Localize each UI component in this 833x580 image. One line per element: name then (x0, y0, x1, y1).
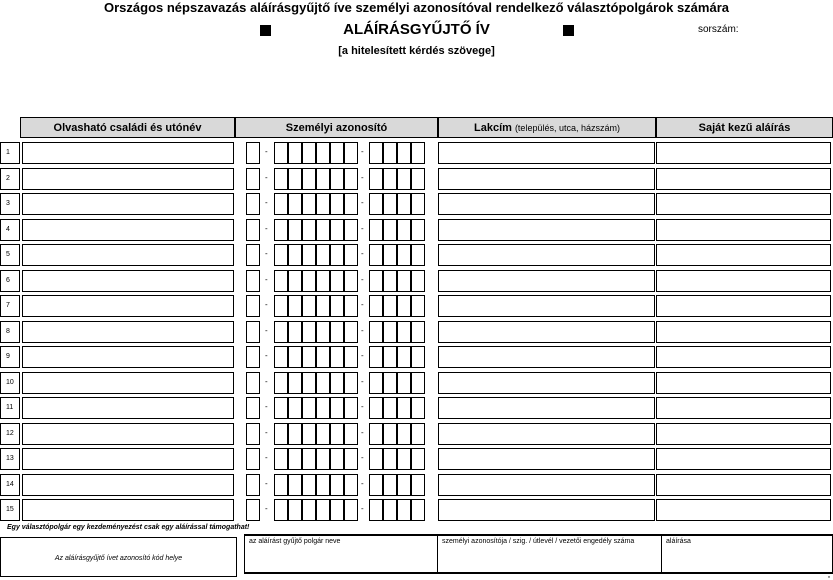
id-digit-box[interactable] (397, 142, 411, 164)
id-digit-box[interactable] (397, 474, 411, 496)
header-id-label: Személyi azonosító (285, 121, 388, 134)
id-digit-box[interactable] (411, 193, 425, 215)
row-number: 2 (0, 168, 20, 190)
id-digit-box[interactable] (344, 474, 358, 496)
table-row (0, 397, 833, 419)
id-digit-box[interactable] (274, 295, 288, 317)
id-digit-box[interactable] (302, 270, 316, 292)
question-placeholder: [a hitelesített kérdés szövege] (338, 45, 495, 57)
id-digit-box[interactable] (411, 448, 425, 470)
id-digit-box[interactable] (274, 244, 288, 266)
id-digit-box[interactable] (316, 397, 330, 419)
id-separator: - (361, 300, 364, 309)
id-digit-box[interactable] (344, 321, 358, 343)
header-id (235, 117, 438, 138)
id-digit-box[interactable] (397, 193, 411, 215)
id-digit-box[interactable] (411, 295, 425, 317)
address-field[interactable] (438, 142, 655, 164)
row-number: 15 (0, 499, 20, 521)
id-digit-box[interactable] (369, 397, 383, 419)
header-address (438, 117, 656, 138)
id-digit-box[interactable] (316, 423, 330, 445)
id-digit-box[interactable] (397, 244, 411, 266)
name-field[interactable] (22, 295, 234, 317)
id-digit-box[interactable] (330, 295, 344, 317)
id-digit-box[interactable] (330, 372, 344, 394)
signature-field[interactable] (656, 499, 831, 521)
id-digit-box[interactable] (344, 295, 358, 317)
id-digit-box[interactable] (274, 193, 288, 215)
id-digit-box[interactable] (411, 346, 425, 368)
id-digit-box[interactable] (330, 270, 344, 292)
id-separator: - (361, 427, 364, 437)
header-name (20, 117, 235, 138)
name-field[interactable] (22, 423, 234, 445)
id-digit-box[interactable] (411, 499, 425, 521)
header-address-hint: (település, utca, házszám) (514, 122, 620, 133)
address-field[interactable] (438, 193, 655, 215)
table-row (0, 270, 833, 292)
id-digit-box[interactable] (383, 321, 397, 343)
address-field[interactable] (438, 321, 655, 343)
signature-field[interactable] (656, 397, 831, 419)
id-digit-box[interactable] (344, 142, 358, 164)
id-digit-box[interactable] (316, 448, 330, 470)
id-digit-box[interactable] (316, 168, 330, 190)
row-number: 6 (0, 270, 20, 292)
id-digit-box[interactable] (288, 346, 302, 368)
id-separator: - (265, 249, 268, 258)
address-field[interactable] (438, 270, 655, 292)
code-place-box (0, 537, 237, 577)
row-number: 12 (0, 423, 20, 445)
id-digit-box[interactable] (383, 474, 397, 496)
id-digit-box[interactable] (383, 270, 397, 292)
id-digit-box[interactable] (246, 244, 260, 266)
id-digit-box[interactable] (330, 448, 344, 470)
id-digit-box[interactable] (344, 270, 358, 292)
id-separator: - (361, 249, 364, 258)
signature-field[interactable] (656, 193, 831, 215)
id-digit-box[interactable] (369, 372, 383, 394)
id-digit-box[interactable] (330, 499, 344, 521)
name-field[interactable] (22, 474, 234, 496)
name-field[interactable] (22, 346, 234, 368)
id-separator: - (265, 504, 268, 513)
id-digit-box[interactable] (330, 193, 344, 215)
id-digit-box[interactable] (288, 193, 302, 215)
id-separator: - (265, 453, 268, 462)
id-digit-box[interactable] (369, 244, 383, 266)
id-digit-box[interactable] (302, 346, 316, 368)
id-digit-box[interactable] (383, 499, 397, 521)
id-digit-box[interactable] (397, 448, 411, 470)
id-separator: - (265, 300, 268, 309)
id-digit-box[interactable] (369, 346, 383, 368)
id-digit-box[interactable] (383, 295, 397, 317)
table-row (0, 168, 833, 190)
id-digit-box[interactable] (369, 270, 383, 292)
row-number: 9 (0, 346, 20, 368)
marker-square-right (563, 25, 574, 36)
id-digit-box[interactable] (246, 448, 260, 470)
id-digit-box[interactable] (330, 168, 344, 190)
id-separator: - (361, 376, 364, 386)
id-digit-box[interactable] (383, 142, 397, 164)
id-digit-box[interactable] (344, 499, 358, 521)
name-field[interactable] (22, 219, 234, 241)
row-number: 5 (0, 244, 20, 266)
signature-field[interactable] (656, 142, 831, 164)
signature-field[interactable] (656, 270, 831, 292)
id-digit-box[interactable] (302, 193, 316, 215)
id-digit-box[interactable] (330, 474, 344, 496)
id-separator: - (265, 325, 268, 335)
id-separator: - (361, 504, 364, 513)
table-row (0, 448, 833, 470)
collector-signature-field[interactable] (661, 534, 833, 574)
name-field[interactable] (22, 372, 234, 394)
id-digit-box[interactable] (246, 168, 260, 190)
id-digit-box[interactable] (246, 295, 260, 317)
table-row (0, 219, 833, 241)
row-number: 11 (0, 397, 20, 419)
id-digit-box[interactable] (344, 423, 358, 445)
id-digit-box[interactable] (369, 448, 383, 470)
id-digit-box[interactable] (411, 321, 425, 343)
table-row (0, 193, 833, 215)
id-digit-box[interactable] (274, 346, 288, 368)
signature-field[interactable] (656, 219, 831, 241)
id-digit-box[interactable] (288, 295, 302, 317)
collector-signature-label: aláírása (666, 538, 691, 545)
id-digit-box[interactable] (288, 219, 302, 241)
id-digit-box[interactable] (316, 346, 330, 368)
id-digit-box[interactable] (288, 142, 302, 164)
id-digit-box[interactable] (411, 423, 425, 445)
id-digit-box[interactable] (288, 423, 302, 445)
table-row (0, 295, 833, 317)
id-digit-box[interactable] (288, 372, 302, 394)
id-digit-box[interactable] (288, 168, 302, 190)
id-digit-box[interactable] (383, 397, 397, 419)
signature-field[interactable] (656, 423, 831, 445)
id-digit-box[interactable] (383, 423, 397, 445)
id-digit-box[interactable] (397, 168, 411, 190)
id-digit-box[interactable] (411, 270, 425, 292)
id-digit-box[interactable] (246, 142, 260, 164)
signature-field[interactable] (656, 474, 831, 496)
id-digit-box[interactable] (369, 219, 383, 241)
form-subtitle: ALÁÍRÁSGYŰJTŐ ÍV (343, 21, 490, 38)
id-digit-box[interactable] (316, 244, 330, 266)
id-digit-box[interactable] (397, 397, 411, 419)
header-signature (656, 117, 833, 138)
id-digit-box[interactable] (397, 321, 411, 343)
id-digit-box[interactable] (316, 219, 330, 241)
id-digit-box[interactable] (288, 397, 302, 419)
name-field[interactable] (22, 193, 234, 215)
id-digit-box[interactable] (316, 474, 330, 496)
id-digit-box[interactable] (274, 270, 288, 292)
id-digit-box[interactable] (246, 219, 260, 241)
id-separator: - (265, 172, 268, 182)
id-separator: - (361, 351, 364, 360)
id-digit-box[interactable] (369, 168, 383, 190)
id-digit-box[interactable] (397, 372, 411, 394)
id-digit-box[interactable] (344, 397, 358, 419)
id-digit-box[interactable] (302, 168, 316, 190)
id-digit-box[interactable] (411, 142, 425, 164)
table-row (0, 372, 833, 394)
id-separator: - (265, 351, 268, 360)
id-digit-box[interactable] (274, 321, 288, 343)
id-digit-box[interactable] (330, 346, 344, 368)
row-number: 13 (0, 448, 20, 470)
id-digit-box[interactable] (274, 142, 288, 164)
name-field[interactable] (22, 244, 234, 266)
id-digit-box[interactable] (302, 244, 316, 266)
address-field[interactable] (438, 423, 655, 445)
address-field[interactable] (438, 168, 655, 190)
id-digit-box[interactable] (411, 244, 425, 266)
address-field[interactable] (438, 448, 655, 470)
signature-field[interactable] (656, 372, 831, 394)
id-digit-box[interactable] (246, 499, 260, 521)
id-digit-box[interactable] (411, 372, 425, 394)
id-digit-box[interactable] (369, 193, 383, 215)
id-digit-box[interactable] (397, 219, 411, 241)
row-number: 10 (0, 372, 20, 394)
id-digit-box[interactable] (383, 346, 397, 368)
id-digit-box[interactable] (383, 448, 397, 470)
id-digit-box[interactable] (316, 295, 330, 317)
id-separator: - (361, 402, 364, 411)
id-separator: - (265, 478, 268, 488)
id-digit-box[interactable] (330, 142, 344, 164)
name-field[interactable] (22, 448, 234, 470)
row-number: 1 (0, 142, 20, 164)
id-digit-box[interactable] (344, 448, 358, 470)
id-digit-box[interactable] (274, 372, 288, 394)
id-digit-box[interactable] (302, 219, 316, 241)
id-separator: - (265, 402, 268, 411)
table-row (0, 499, 833, 521)
id-digit-box[interactable] (246, 372, 260, 394)
form-title: Országos népszavazás aláírásgyűjtő íve személyi azonosítóval rendelkező választópolgárok számára (104, 0, 729, 15)
header-name-label: Olvasható családi és utónév (53, 121, 202, 134)
name-field[interactable] (22, 142, 234, 164)
row-number: 14 (0, 474, 20, 496)
address-field[interactable] (438, 346, 655, 368)
id-digit-box[interactable] (274, 397, 288, 419)
address-field[interactable] (438, 397, 655, 419)
id-digit-box[interactable] (246, 270, 260, 292)
id-separator: - (361, 325, 364, 335)
id-digit-box[interactable] (302, 499, 316, 521)
header-address-label: Lakcím (474, 121, 512, 134)
id-digit-box[interactable] (288, 474, 302, 496)
id-digit-box[interactable] (383, 193, 397, 215)
id-digit-box[interactable] (274, 423, 288, 445)
id-digit-box[interactable] (330, 219, 344, 241)
id-digit-box[interactable] (302, 142, 316, 164)
id-separator: - (361, 478, 364, 488)
id-digit-box[interactable] (288, 448, 302, 470)
id-digit-box[interactable] (344, 244, 358, 266)
id-digit-box[interactable] (369, 499, 383, 521)
id-separator: - (265, 427, 268, 437)
id-digit-box[interactable] (344, 346, 358, 368)
id-digit-box[interactable] (411, 168, 425, 190)
id-digit-box[interactable] (397, 499, 411, 521)
id-digit-box[interactable] (397, 423, 411, 445)
id-separator: - (265, 198, 268, 207)
id-digit-box[interactable] (316, 372, 330, 394)
collector-name-label: az aláírást gyűjtő polgár neve (249, 538, 341, 545)
id-digit-box[interactable] (274, 499, 288, 521)
signature-field[interactable] (656, 321, 831, 343)
id-digit-box[interactable] (302, 397, 316, 419)
address-field[interactable] (438, 372, 655, 394)
id-digit-box[interactable] (246, 346, 260, 368)
id-digit-box[interactable] (344, 219, 358, 241)
signature-field[interactable] (656, 168, 831, 190)
serial-label: sorszám: (698, 24, 739, 35)
address-field[interactable] (438, 474, 655, 496)
id-digit-box[interactable] (330, 423, 344, 445)
id-digit-box[interactable] (316, 270, 330, 292)
collector-id-field[interactable] (437, 534, 662, 574)
id-digit-box[interactable] (246, 474, 260, 496)
name-field[interactable] (22, 270, 234, 292)
id-digit-box[interactable] (316, 142, 330, 164)
id-digit-box[interactable] (246, 423, 260, 445)
collector-id-label: személyi azonosítója / szig. / útlevél / vezetői engedély száma (442, 538, 635, 545)
id-digit-box[interactable] (344, 168, 358, 190)
id-digit-box[interactable] (274, 448, 288, 470)
support-note: Egy választópolgár egy kezdeményezést csak egy aláírással támogathat! (7, 524, 250, 531)
id-digit-box[interactable] (411, 474, 425, 496)
id-digit-box[interactable] (411, 397, 425, 419)
id-digit-box[interactable] (369, 295, 383, 317)
id-separator: - (361, 198, 364, 207)
id-digit-box[interactable] (397, 346, 411, 368)
id-digit-box[interactable] (316, 499, 330, 521)
id-separator: - (361, 453, 364, 462)
id-digit-box[interactable] (411, 219, 425, 241)
signature-field[interactable] (656, 448, 831, 470)
id-digit-box[interactable] (288, 321, 302, 343)
id-digit-box[interactable] (369, 321, 383, 343)
id-digit-box[interactable] (302, 321, 316, 343)
row-number: 4 (0, 219, 20, 241)
id-separator: - (361, 172, 364, 182)
name-field[interactable] (22, 499, 234, 521)
signature-field[interactable] (656, 244, 831, 266)
id-digit-box[interactable] (316, 193, 330, 215)
id-digit-box[interactable] (246, 397, 260, 419)
header-signature-label: Saját kezű aláírás (698, 121, 791, 134)
id-digit-box[interactable] (288, 499, 302, 521)
row-number: 3 (0, 193, 20, 215)
row-number: 7 (0, 295, 20, 317)
id-digit-box[interactable] (246, 193, 260, 215)
id-digit-box[interactable] (302, 423, 316, 445)
id-digit-box[interactable] (274, 168, 288, 190)
row-number: 8 (0, 321, 20, 343)
id-digit-box[interactable] (344, 372, 358, 394)
id-separator: - (265, 223, 268, 233)
id-separator: - (265, 147, 268, 156)
corner-mark: n (828, 574, 831, 579)
table-row (0, 321, 833, 343)
id-digit-box[interactable] (344, 193, 358, 215)
id-digit-box[interactable] (246, 321, 260, 343)
id-digit-box[interactable] (383, 244, 397, 266)
name-field[interactable] (22, 168, 234, 190)
id-digit-box[interactable] (302, 372, 316, 394)
id-separator: - (265, 274, 268, 284)
id-digit-box[interactable] (369, 474, 383, 496)
id-digit-box[interactable] (330, 244, 344, 266)
id-digit-box[interactable] (274, 474, 288, 496)
table-row (0, 423, 833, 445)
table-row (0, 474, 833, 496)
id-separator: - (361, 223, 364, 233)
id-digit-box[interactable] (288, 244, 302, 266)
table-row (0, 142, 833, 164)
id-digit-box[interactable] (316, 321, 330, 343)
id-digit-box[interactable] (383, 372, 397, 394)
id-digit-box[interactable] (383, 168, 397, 190)
table-row (0, 346, 833, 368)
id-digit-box[interactable] (397, 295, 411, 317)
id-separator: - (361, 147, 364, 156)
id-digit-box[interactable] (330, 397, 344, 419)
id-digit-box[interactable] (330, 321, 344, 343)
id-digit-box[interactable] (383, 219, 397, 241)
signature-field[interactable] (656, 295, 831, 317)
id-digit-box[interactable] (302, 474, 316, 496)
address-field[interactable] (438, 244, 655, 266)
name-field[interactable] (22, 321, 234, 343)
collector-name-field[interactable] (244, 534, 438, 574)
id-digit-box[interactable] (369, 423, 383, 445)
address-field[interactable] (438, 499, 655, 521)
table-row (0, 244, 833, 266)
signature-field[interactable] (656, 346, 831, 368)
name-field[interactable] (22, 397, 234, 419)
id-digit-box[interactable] (302, 295, 316, 317)
address-field[interactable] (438, 295, 655, 317)
id-digit-box[interactable] (302, 448, 316, 470)
id-separator: - (361, 274, 364, 284)
address-field[interactable] (438, 219, 655, 241)
id-digit-box[interactable] (274, 219, 288, 241)
id-digit-box[interactable] (369, 142, 383, 164)
id-digit-box[interactable] (288, 270, 302, 292)
id-digit-box[interactable] (397, 270, 411, 292)
code-place-label: Az aláírásgyűjtő ívet azonosító kód helye (54, 555, 183, 562)
id-separator: - (265, 376, 268, 386)
